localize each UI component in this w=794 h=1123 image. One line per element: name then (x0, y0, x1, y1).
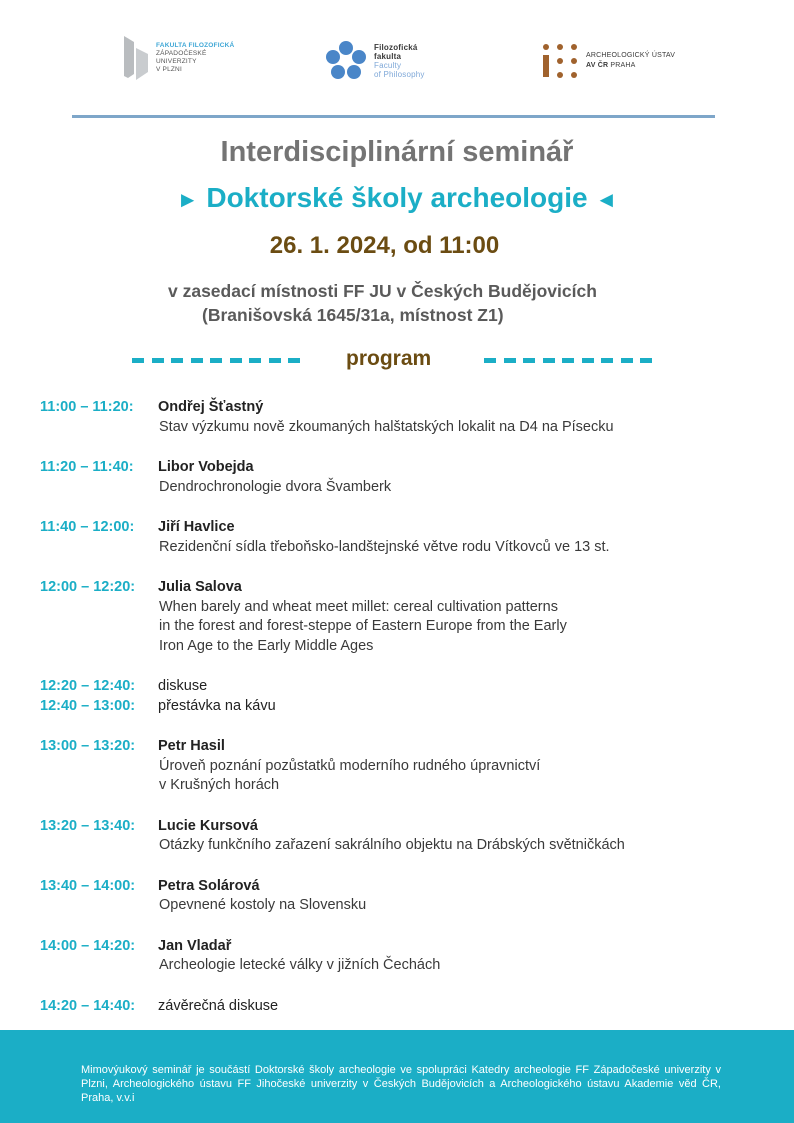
schedule-note: přestávka na kávu (158, 697, 276, 714)
schedule-time: 12:20 – 12:40: (40, 678, 136, 694)
ff-logo-text: Filozofická fakulta Faculty of Philosophy (374, 43, 425, 79)
schedule-item (40, 578, 780, 656)
seminar-subtitle: ► Doktorské školy archeologie ◄ (176, 182, 618, 213)
schedule-talk-title: Otázky funkčního zařazení sakrálního objektu na Drábských světničkách (159, 837, 625, 853)
schedule-talk-title: When barely and wheat meet millet: cereal cultivation patterns (159, 598, 558, 615)
schedule-talk-title: Iron Age to the Early Middle Ages (159, 637, 374, 654)
seminar-title: Interdisciplinární seminář (220, 136, 574, 168)
schedule-talk-title: Stav výzkumu nově zkoumaných halštatských lokalit na D4 na Písecku (159, 418, 614, 435)
schedule-time: 11:00 – 11:20: (40, 399, 134, 415)
zcu-logo-text: FAKULTA FILOZOFICKÁ ZÁPADOČESKÉ UNIVERZITY V PLZNI (156, 42, 235, 73)
schedule-item (40, 997, 780, 1017)
schedule-talk-title: Archeologie letecké války v jižních Čechách (159, 957, 441, 973)
zcu-emblem-icon (124, 36, 150, 80)
dash-divider-right (484, 358, 652, 363)
arrow-left-icon: ◄ (595, 187, 618, 212)
schedule-item (40, 817, 780, 856)
schedule-time: 12:40 – 13:00: (40, 697, 136, 714)
flower-icon (324, 40, 368, 82)
schedule-speaker: Petra Solárová (158, 877, 260, 894)
schedule-item (40, 937, 780, 976)
schedule-item (40, 697, 780, 717)
schedule-talk-title: v Krušných horách (159, 777, 280, 793)
schedule-time: 13:00 – 13:20: (40, 738, 136, 754)
schedule-speaker: Libor Vobejda (158, 459, 254, 475)
arrow-right-icon: ► (176, 187, 199, 212)
schedule-item (40, 737, 780, 796)
schedule-speaker: Julia Salova (158, 579, 242, 595)
seminar-date: 26. 1. 2024, od 11:00 (269, 232, 500, 259)
schedule-time: 11:40 – 12:00: (40, 519, 135, 535)
schedule-speaker: Lucie Kursová (158, 817, 258, 834)
schedule-note: závěrečná diskuse (158, 997, 279, 1014)
schedule-list (40, 398, 780, 1016)
schedule-item (40, 518, 780, 557)
schedule-item (40, 677, 780, 697)
arup-logo (542, 43, 675, 79)
schedule-speaker: Ondřej Šťastný (158, 399, 264, 415)
footer-text: Mimovýukový seminář je součástí Doktorské školy archeologie ve spolupráci Katedry archeologie FF Západočeské univerzity v Plzni, Archeologického ústavu FF Jihočeské univerzity v Českých Budějovicích a Archeologického ústavu Akademie věd ČR, Praha, v.v.i (81, 1064, 721, 1104)
program-heading: program (346, 347, 432, 370)
schedule-talk-title: Dendrochronologie dvora Švamberk (159, 478, 392, 495)
venue-line-2: (Branišovská 1645/31a, místnost Z1) (202, 305, 504, 325)
schedule-speaker: Petr Hasil (158, 738, 225, 754)
ff-logo (324, 40, 425, 82)
schedule-item (40, 458, 780, 497)
schedule-talk-title: Opevnené kostoly na Slovensku (159, 897, 367, 913)
schedule-talk-title: Úroveň poznání pozůstatků moderního rudného úpravnictví (159, 757, 541, 774)
schedule-time: 13:20 – 13:40: (40, 817, 136, 834)
dash-divider-left (132, 358, 300, 363)
venue (168, 279, 597, 327)
arup-dots-icon (542, 43, 578, 79)
footer-band (0, 1030, 794, 1123)
schedule-note: diskuse (158, 678, 208, 694)
schedule-item (40, 877, 780, 916)
schedule-time: 12:00 – 12:20: (40, 579, 136, 595)
schedule-time: 13:40 – 14:00: (40, 877, 136, 894)
schedule-talk-title: Rezidenční sídla třeboňsko-landštejnské větve rodu Vítkovců ve 13 st. (159, 538, 610, 555)
arup-logo-text: ARCHEOLOGICKÝ ÚSTAV AV ČR PRAHA (586, 52, 676, 69)
schedule-speaker: Jiří Havlice (158, 519, 235, 535)
schedule-time: 11:20 – 11:40: (40, 459, 134, 475)
schedule-talk-title: in the forest and forest-steppe of Eastern Europe from the Early (159, 618, 567, 634)
header-divider (72, 115, 715, 118)
venue-line-1: v zasedací místnosti FF JU v Českých Budějovicích (168, 281, 597, 301)
zcu-logo (124, 36, 234, 80)
schedule-speaker: Jan Vladař (158, 937, 232, 954)
schedule-time: 14:00 – 14:20: (40, 937, 136, 954)
schedule-time: 14:20 – 14:40: (40, 997, 136, 1014)
schedule-item (40, 398, 780, 437)
